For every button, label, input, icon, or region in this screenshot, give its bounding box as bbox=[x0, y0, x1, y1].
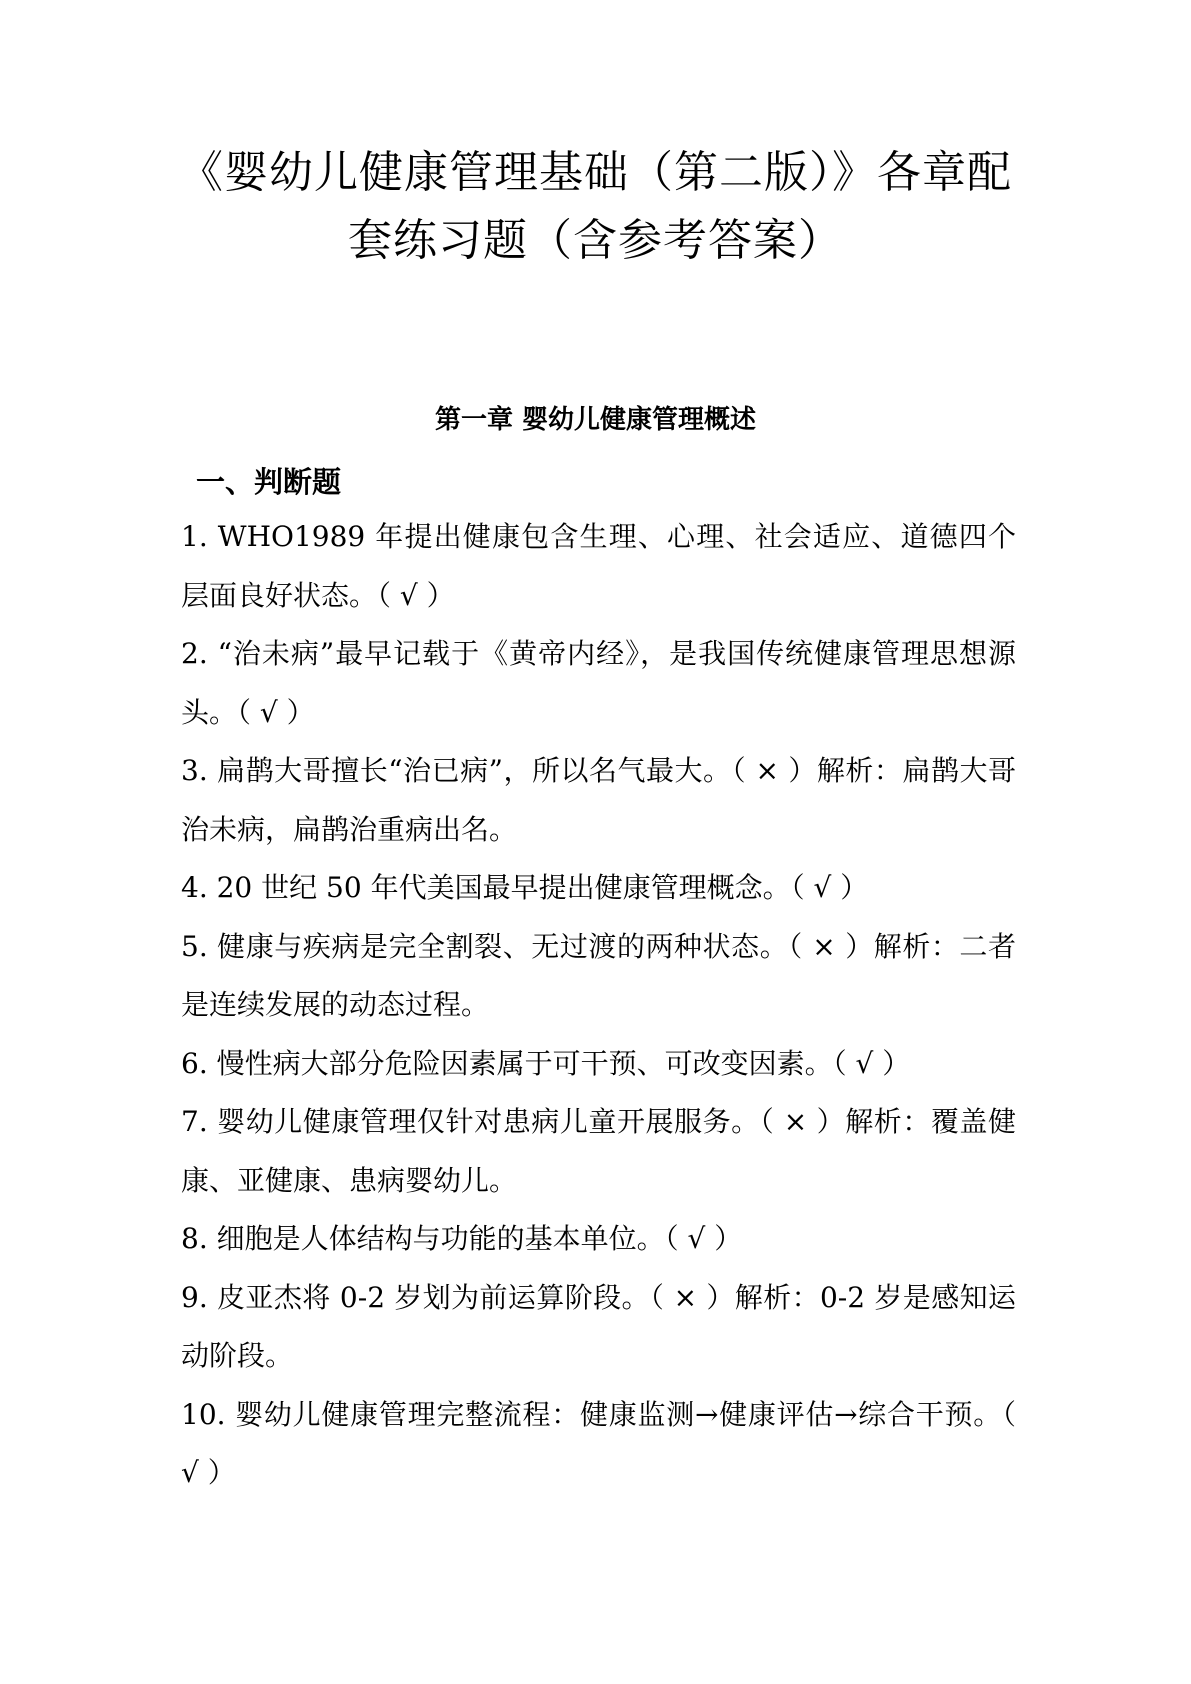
question-item: 2. “治未病”最早记载于《黄帝内经》，是我国传统健康管理思想源头。（ √ ） bbox=[181, 637, 1016, 729]
question-item: 9. 皮亚杰将 0-2 岁划为前运算阶段。（ × ）解析：0-2 岁是感知运动阶段。 bbox=[181, 1280, 1016, 1372]
question-item: 10. 婴幼儿健康管理完整流程：健康监测→健康评估→综合干预。（ √ ） bbox=[181, 1397, 1016, 1489]
document-title-line-1: 《婴幼儿健康管理基础（第二版）》各章配 bbox=[179, 147, 1012, 198]
question-item: 8. 细胞是人体结构与功能的基本单位。（ √ ） bbox=[181, 1222, 743, 1255]
question-item: 7. 婴幼儿健康管理仅针对患病儿童开展服务。（ × ）解析：覆盖健康、亚健康、患病婴幼儿。 bbox=[181, 1105, 1016, 1197]
question-item: 3. 扁鹊大哥擅长“治已病”，所以名气最大。（ × ）解析：扁鹊大哥治未病，扁鹊治重病出名。 bbox=[181, 754, 1016, 846]
question-item: 1. WHO1989 年提出健康包含生理、心理、社会适应、道德四个层面良好状态。（ √ ） bbox=[181, 520, 1016, 612]
question-item: 4. 20 世纪 50 年代美国最早提出健康管理概念。（ √ ） bbox=[181, 871, 869, 904]
question-item: 6. 慢性病大部分危险因素属于可干预、可改变因素。（ √ ） bbox=[181, 1046, 911, 1080]
question-item: 5. 健康与疾病是完全割裂、无过渡的两种状态。（ × ）解析：二者是连续发展的动态过程。 bbox=[181, 929, 1016, 1021]
section-heading: 一、判断题 bbox=[196, 465, 342, 499]
document-title-line-2: 套练习题（含参考答案） bbox=[348, 215, 843, 266]
chapter-heading: 第一章 婴幼儿健康管理概述 bbox=[434, 405, 757, 435]
question-list bbox=[181, 508, 1016, 1503]
